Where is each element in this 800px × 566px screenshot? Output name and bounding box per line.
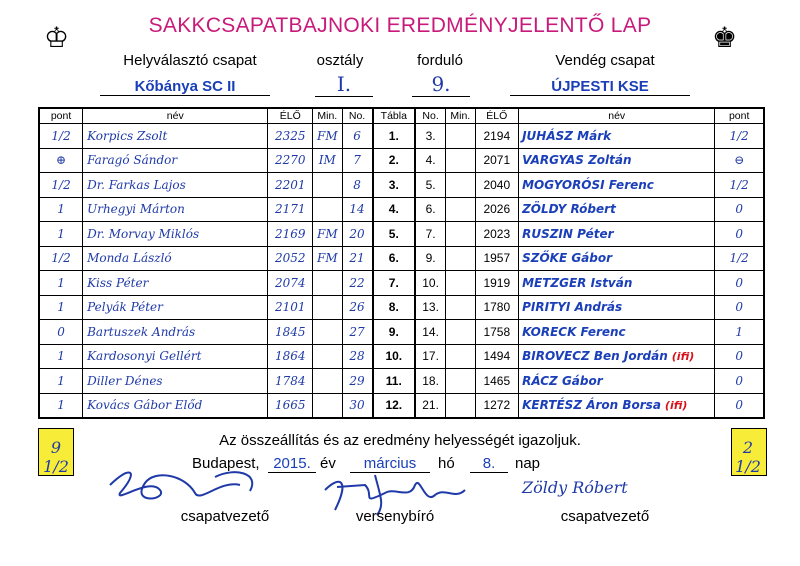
home-number-text: 6 xyxy=(353,128,361,143)
away-number xyxy=(415,148,446,173)
board-number xyxy=(373,344,416,369)
home-points xyxy=(39,393,83,418)
home-title xyxy=(313,197,342,222)
away-player-name xyxy=(519,320,715,345)
home-player-name-text: Korpics Zsolt xyxy=(87,128,168,143)
home-number xyxy=(342,320,373,345)
away-number xyxy=(415,320,446,345)
home-title xyxy=(313,124,342,149)
home-elo xyxy=(268,295,313,320)
col-tabla: Tábla xyxy=(373,108,416,124)
home-player-name xyxy=(83,369,268,394)
home-points-text: 0 xyxy=(57,324,65,339)
home-team-name: Kőbánya SC II xyxy=(100,78,270,96)
away-points-text: 1/2 xyxy=(729,177,749,192)
away-number xyxy=(415,222,446,247)
away-title xyxy=(446,197,475,222)
away-points-text: 1 xyxy=(735,324,743,339)
home-number xyxy=(342,295,373,320)
board-number-text: 4. xyxy=(388,202,399,217)
date-year: 2015. xyxy=(268,455,316,473)
board-number xyxy=(373,197,416,222)
home-title xyxy=(313,320,342,345)
board-number xyxy=(373,124,416,149)
board-number-text: 10. xyxy=(385,349,403,364)
home-points xyxy=(39,369,83,394)
away-points xyxy=(715,197,764,222)
away-elo-text: 2026 xyxy=(483,202,511,217)
away-elo-text: 2194 xyxy=(483,128,511,143)
col-nev-home: név xyxy=(83,108,268,124)
table-row xyxy=(39,197,764,222)
home-number-text: 21 xyxy=(349,251,365,266)
home-player-name-text: Dr. Farkas Lajos xyxy=(87,177,186,192)
home-elo-text: 2270 xyxy=(274,153,306,168)
home-number-text: 29 xyxy=(349,373,365,388)
home-number xyxy=(342,222,373,247)
home-player-name xyxy=(83,222,268,247)
col-pont-away: pont xyxy=(715,108,764,124)
away-title xyxy=(446,148,475,173)
away-points xyxy=(715,393,764,418)
table-row xyxy=(39,369,764,394)
away-points xyxy=(715,124,764,149)
home-player-name-text: Monda László xyxy=(87,251,172,266)
home-number-text: 26 xyxy=(349,300,365,315)
home-elo xyxy=(268,271,313,296)
away-elo-text: 1758 xyxy=(483,324,511,339)
away-player-name-text: KERTÉSZ Áron Borsa xyxy=(522,398,661,413)
home-number-text: 14 xyxy=(349,202,365,217)
home-points-text: 1 xyxy=(57,300,65,315)
home-points-text: 1 xyxy=(57,202,65,217)
away-player-name xyxy=(519,173,715,198)
home-elo xyxy=(268,124,313,149)
away-number xyxy=(415,173,446,198)
away-number xyxy=(415,295,446,320)
home-number-text: 28 xyxy=(349,349,365,364)
away-player-name-text: JUHÁSZ Márk xyxy=(522,128,612,143)
away-number-text: 17. xyxy=(422,349,439,364)
away-number-text: 13. xyxy=(422,300,439,315)
white-king-icon: ♔ xyxy=(44,22,70,53)
away-number xyxy=(415,369,446,394)
away-player-name-text: KORECK Ferenc xyxy=(522,324,626,339)
away-elo-text: 2023 xyxy=(483,226,511,241)
date-ev-label: év xyxy=(320,455,336,472)
away-elo xyxy=(475,222,519,247)
away-elo xyxy=(475,271,519,296)
home-title xyxy=(313,173,342,198)
away-elo xyxy=(475,197,519,222)
away-points-text: 1/2 xyxy=(729,251,749,266)
home-elo-text: 2325 xyxy=(274,128,306,143)
away-player-name xyxy=(519,271,715,296)
away-title xyxy=(446,295,475,320)
home-number-text: 22 xyxy=(349,275,365,290)
home-points xyxy=(39,124,83,149)
home-team-label: Helyválasztó csapat xyxy=(123,52,257,69)
away-elo xyxy=(475,124,519,149)
home-points-text: 1 xyxy=(57,373,65,388)
away-elo xyxy=(475,393,519,418)
away-title xyxy=(446,320,475,345)
away-player-name-text: METZGER István xyxy=(522,275,633,290)
home-player-name xyxy=(83,124,268,149)
away-number xyxy=(415,393,446,418)
home-number-text: 30 xyxy=(349,398,365,413)
home-player-name-text: Kovács Gábor Előd xyxy=(87,398,203,413)
home-title xyxy=(313,295,342,320)
date-day: 8. xyxy=(470,455,508,473)
home-player-name-text: Dr. Morvay Miklós xyxy=(87,226,200,241)
table-row xyxy=(39,393,764,418)
home-player-name-text: Urhegyi Márton xyxy=(87,202,185,217)
table-row xyxy=(39,271,764,296)
table-row xyxy=(39,148,764,173)
home-player-name-text: Faragó Sándor xyxy=(87,153,178,168)
away-points-text: 0 xyxy=(735,398,743,413)
away-points xyxy=(715,344,764,369)
away-number xyxy=(415,197,446,222)
junior-marker: (ifi) xyxy=(671,350,695,364)
away-points-text: ⊖ xyxy=(734,153,745,168)
away-team-label: Vendég csapat xyxy=(555,52,655,69)
away-elo xyxy=(475,320,519,345)
home-title-text: FM xyxy=(317,226,338,241)
board-number-text: 2. xyxy=(388,153,399,168)
left-captain-signature xyxy=(90,455,290,515)
home-number xyxy=(342,393,373,418)
home-elo xyxy=(268,246,313,271)
home-points-text: 1/2 xyxy=(51,177,71,192)
away-elo-text: 1780 xyxy=(483,300,511,315)
table-row xyxy=(39,222,764,247)
home-player-name xyxy=(83,197,268,222)
away-player-name xyxy=(519,148,715,173)
col-no-home: No. xyxy=(342,108,373,124)
away-points xyxy=(715,271,764,296)
board-number-text: 7. xyxy=(388,275,399,290)
away-title xyxy=(446,222,475,247)
right-captain-signature: Zöldy Róbert xyxy=(522,478,628,497)
home-points-text: 1 xyxy=(57,349,65,364)
table-row xyxy=(39,320,764,345)
away-player-name-text: VARGYAS Zoltán xyxy=(522,153,632,168)
home-player-name xyxy=(83,246,268,271)
table-row xyxy=(39,173,764,198)
col-pont-home: pont xyxy=(39,108,83,124)
table-header xyxy=(39,108,764,124)
away-player-name-text: MOGYORÓSI Ferenc xyxy=(522,177,654,192)
away-number-text: 4. xyxy=(425,153,436,168)
home-elo-text: 1864 xyxy=(274,349,306,364)
away-elo-text: 2040 xyxy=(483,177,511,192)
table-row xyxy=(39,344,764,369)
home-points-text: 1/2 xyxy=(51,251,71,266)
home-points xyxy=(39,148,83,173)
away-elo-text: 1919 xyxy=(483,275,511,290)
home-elo xyxy=(268,344,313,369)
board-number xyxy=(373,222,416,247)
home-elo-text: 1784 xyxy=(274,373,306,388)
away-player-name xyxy=(519,393,715,418)
away-elo-text: 1957 xyxy=(483,251,511,266)
results-table xyxy=(38,107,765,419)
home-elo xyxy=(268,222,313,247)
home-elo-text: 2101 xyxy=(274,300,306,315)
home-points-text: 1 xyxy=(57,226,65,241)
away-player-name xyxy=(519,344,715,369)
away-number xyxy=(415,271,446,296)
away-player-name-text: BIROVECZ Ben Jordán xyxy=(522,349,668,364)
round-label: forduló xyxy=(417,52,463,69)
away-player-name-text: RUSZIN Péter xyxy=(522,226,614,241)
away-player-name xyxy=(519,222,715,247)
division-value: I. xyxy=(315,72,373,97)
table-row xyxy=(39,246,764,271)
home-title xyxy=(313,222,342,247)
away-points xyxy=(715,369,764,394)
home-points xyxy=(39,271,83,296)
away-number-text: 14. xyxy=(422,324,439,339)
home-number xyxy=(342,369,373,394)
board-number-text: 8. xyxy=(388,300,399,315)
home-number-text: 8 xyxy=(353,177,361,192)
home-points xyxy=(39,246,83,271)
away-points xyxy=(715,173,764,198)
away-elo xyxy=(475,344,519,369)
home-player-name-text: Pelyák Péter xyxy=(87,300,163,315)
board-number-text: 5. xyxy=(388,226,399,241)
col-min-home: Min. xyxy=(313,108,342,124)
home-title-text: IM xyxy=(318,153,336,168)
date-ho-label: hó xyxy=(438,455,455,472)
home-player-name xyxy=(83,271,268,296)
home-number xyxy=(342,148,373,173)
home-points-text: 1/2 xyxy=(51,128,71,143)
away-player-name xyxy=(519,369,715,394)
away-elo-text: 1272 xyxy=(483,398,511,413)
away-points xyxy=(715,320,764,345)
away-total: 2 1/2 xyxy=(735,438,761,476)
home-elo-text: 2201 xyxy=(274,177,306,192)
away-number xyxy=(415,246,446,271)
board-number xyxy=(373,246,416,271)
home-elo xyxy=(268,320,313,345)
board-number xyxy=(373,271,416,296)
home-player-name-text: Kiss Péter xyxy=(87,275,149,290)
home-player-name xyxy=(83,148,268,173)
away-points-text: 0 xyxy=(735,300,743,315)
away-player-name-text: RÁCZ Gábor xyxy=(522,373,603,388)
home-player-name xyxy=(83,173,268,198)
home-number xyxy=(342,124,373,149)
home-points xyxy=(39,320,83,345)
date-month: március xyxy=(350,455,430,473)
away-title xyxy=(446,369,475,394)
home-points-text: 1 xyxy=(57,275,65,290)
board-number-text: 3. xyxy=(388,177,399,192)
away-points-text: 0 xyxy=(735,275,743,290)
home-number xyxy=(342,344,373,369)
form-title: SAKKCSAPATBAJNOKI EREDMÉNYJELENTŐ LAP xyxy=(148,14,652,37)
home-title xyxy=(313,246,342,271)
away-player-name xyxy=(519,246,715,271)
home-elo xyxy=(268,173,313,198)
home-player-name xyxy=(83,295,268,320)
away-points-text: 1/2 xyxy=(729,128,749,143)
confirmation-text: Az összeállítás és az eredmény helyességét igazoljuk. xyxy=(219,432,581,449)
away-title xyxy=(446,246,475,271)
away-elo xyxy=(475,148,519,173)
home-elo xyxy=(268,148,313,173)
home-title-text: FM xyxy=(317,128,338,143)
home-points-text: ⊕ xyxy=(56,153,67,168)
away-number-text: 21. xyxy=(422,398,439,413)
home-elo xyxy=(268,369,313,394)
away-player-name xyxy=(519,295,715,320)
home-player-name-text: Bartuszek András xyxy=(87,324,196,339)
away-number-text: 3. xyxy=(425,128,436,143)
col-no-away: No. xyxy=(415,108,446,124)
away-points xyxy=(715,148,764,173)
board-number-text: 12. xyxy=(385,398,403,413)
board-number-text: 9. xyxy=(388,324,399,339)
home-points xyxy=(39,173,83,198)
home-title xyxy=(313,369,342,394)
home-elo-text: 2052 xyxy=(274,251,306,266)
round-value: 9. xyxy=(412,72,470,97)
home-total: 9 1/2 xyxy=(43,438,69,476)
home-elo xyxy=(268,197,313,222)
left-captain-label: csapatvezető xyxy=(180,508,270,525)
away-player-name xyxy=(519,197,715,222)
home-elo-text: 1845 xyxy=(274,324,306,339)
home-player-name-text: Diller Dénes xyxy=(87,373,163,388)
board-number xyxy=(373,320,416,345)
home-player-name xyxy=(83,344,268,369)
away-team-name: ÚJPESTI KSE xyxy=(510,78,690,96)
home-points xyxy=(39,222,83,247)
away-number-text: 10. xyxy=(422,275,439,290)
home-player-name-text: Kardosonyi Gellért xyxy=(87,349,202,364)
away-title xyxy=(446,271,475,296)
away-elo xyxy=(475,295,519,320)
board-number-text: 6. xyxy=(388,251,399,266)
board-number xyxy=(373,393,416,418)
home-number xyxy=(342,173,373,198)
away-elo xyxy=(475,173,519,198)
home-points xyxy=(39,197,83,222)
away-number-text: 7. xyxy=(425,226,436,241)
home-elo-text: 2074 xyxy=(274,275,306,290)
home-number xyxy=(342,197,373,222)
away-player-name-text: ZÖLDY Róbert xyxy=(522,202,616,217)
board-number-text: 11. xyxy=(385,373,402,388)
away-points xyxy=(715,222,764,247)
away-points xyxy=(715,246,764,271)
home-points xyxy=(39,295,83,320)
away-player-name-text: SZŐKE Gábor xyxy=(522,251,613,266)
home-title xyxy=(313,393,342,418)
col-nev-away: név xyxy=(519,108,715,124)
right-captain-label: csapatvezető xyxy=(560,508,650,525)
away-number xyxy=(415,124,446,149)
away-title xyxy=(446,344,475,369)
away-title xyxy=(446,173,475,198)
table-row xyxy=(39,124,764,149)
away-number xyxy=(415,344,446,369)
away-title xyxy=(446,393,475,418)
col-elo-away: ÉLŐ xyxy=(475,108,519,124)
away-number-text: 6. xyxy=(425,202,436,217)
away-points-text: 0 xyxy=(735,349,743,364)
date-nap-label: nap xyxy=(515,455,541,472)
home-number-text: 27 xyxy=(349,324,365,339)
referee-label: versenybíró xyxy=(355,508,435,525)
home-number xyxy=(342,246,373,271)
board-number xyxy=(373,295,416,320)
away-player-name-text: PIRITYI András xyxy=(522,300,623,315)
board-number xyxy=(373,148,416,173)
away-points-text: 0 xyxy=(735,202,743,217)
home-number-text: 20 xyxy=(349,226,365,241)
home-player-name xyxy=(83,393,268,418)
home-title xyxy=(313,148,342,173)
table-row xyxy=(39,295,764,320)
black-king-icon: ♚ xyxy=(712,22,738,53)
away-elo-text: 1494 xyxy=(483,349,511,364)
division-label: osztály xyxy=(316,52,364,69)
away-number-text: 18. xyxy=(422,373,439,388)
away-points-text: 0 xyxy=(735,373,743,388)
home-player-name xyxy=(83,320,268,345)
home-elo-text: 2169 xyxy=(274,226,306,241)
away-points-text: 0 xyxy=(735,226,743,241)
board-number xyxy=(373,173,416,198)
away-elo xyxy=(475,369,519,394)
home-title xyxy=(313,344,342,369)
junior-marker: (ifi) xyxy=(664,399,688,413)
home-number-text: 7 xyxy=(353,153,361,168)
away-player-name xyxy=(519,124,715,149)
home-elo-text: 1665 xyxy=(274,398,306,413)
date-city: Budapest, xyxy=(192,455,260,472)
home-points xyxy=(39,344,83,369)
home-number xyxy=(342,271,373,296)
home-title-text: FM xyxy=(317,251,338,266)
away-title xyxy=(446,124,475,149)
home-elo-text: 2171 xyxy=(274,202,306,217)
board-number-text: 1. xyxy=(388,128,399,143)
away-elo-text: 1465 xyxy=(483,373,511,388)
home-points-text: 1 xyxy=(57,398,65,413)
away-number-text: 5. xyxy=(425,177,436,192)
board-number xyxy=(373,369,416,394)
away-points xyxy=(715,295,764,320)
away-elo-text: 2071 xyxy=(483,153,511,168)
home-title xyxy=(313,271,342,296)
col-elo-home: ÉLŐ xyxy=(268,108,313,124)
away-number-text: 9. xyxy=(425,251,436,266)
col-min-away: Min. xyxy=(446,108,475,124)
away-elo xyxy=(475,246,519,271)
home-elo xyxy=(268,393,313,418)
